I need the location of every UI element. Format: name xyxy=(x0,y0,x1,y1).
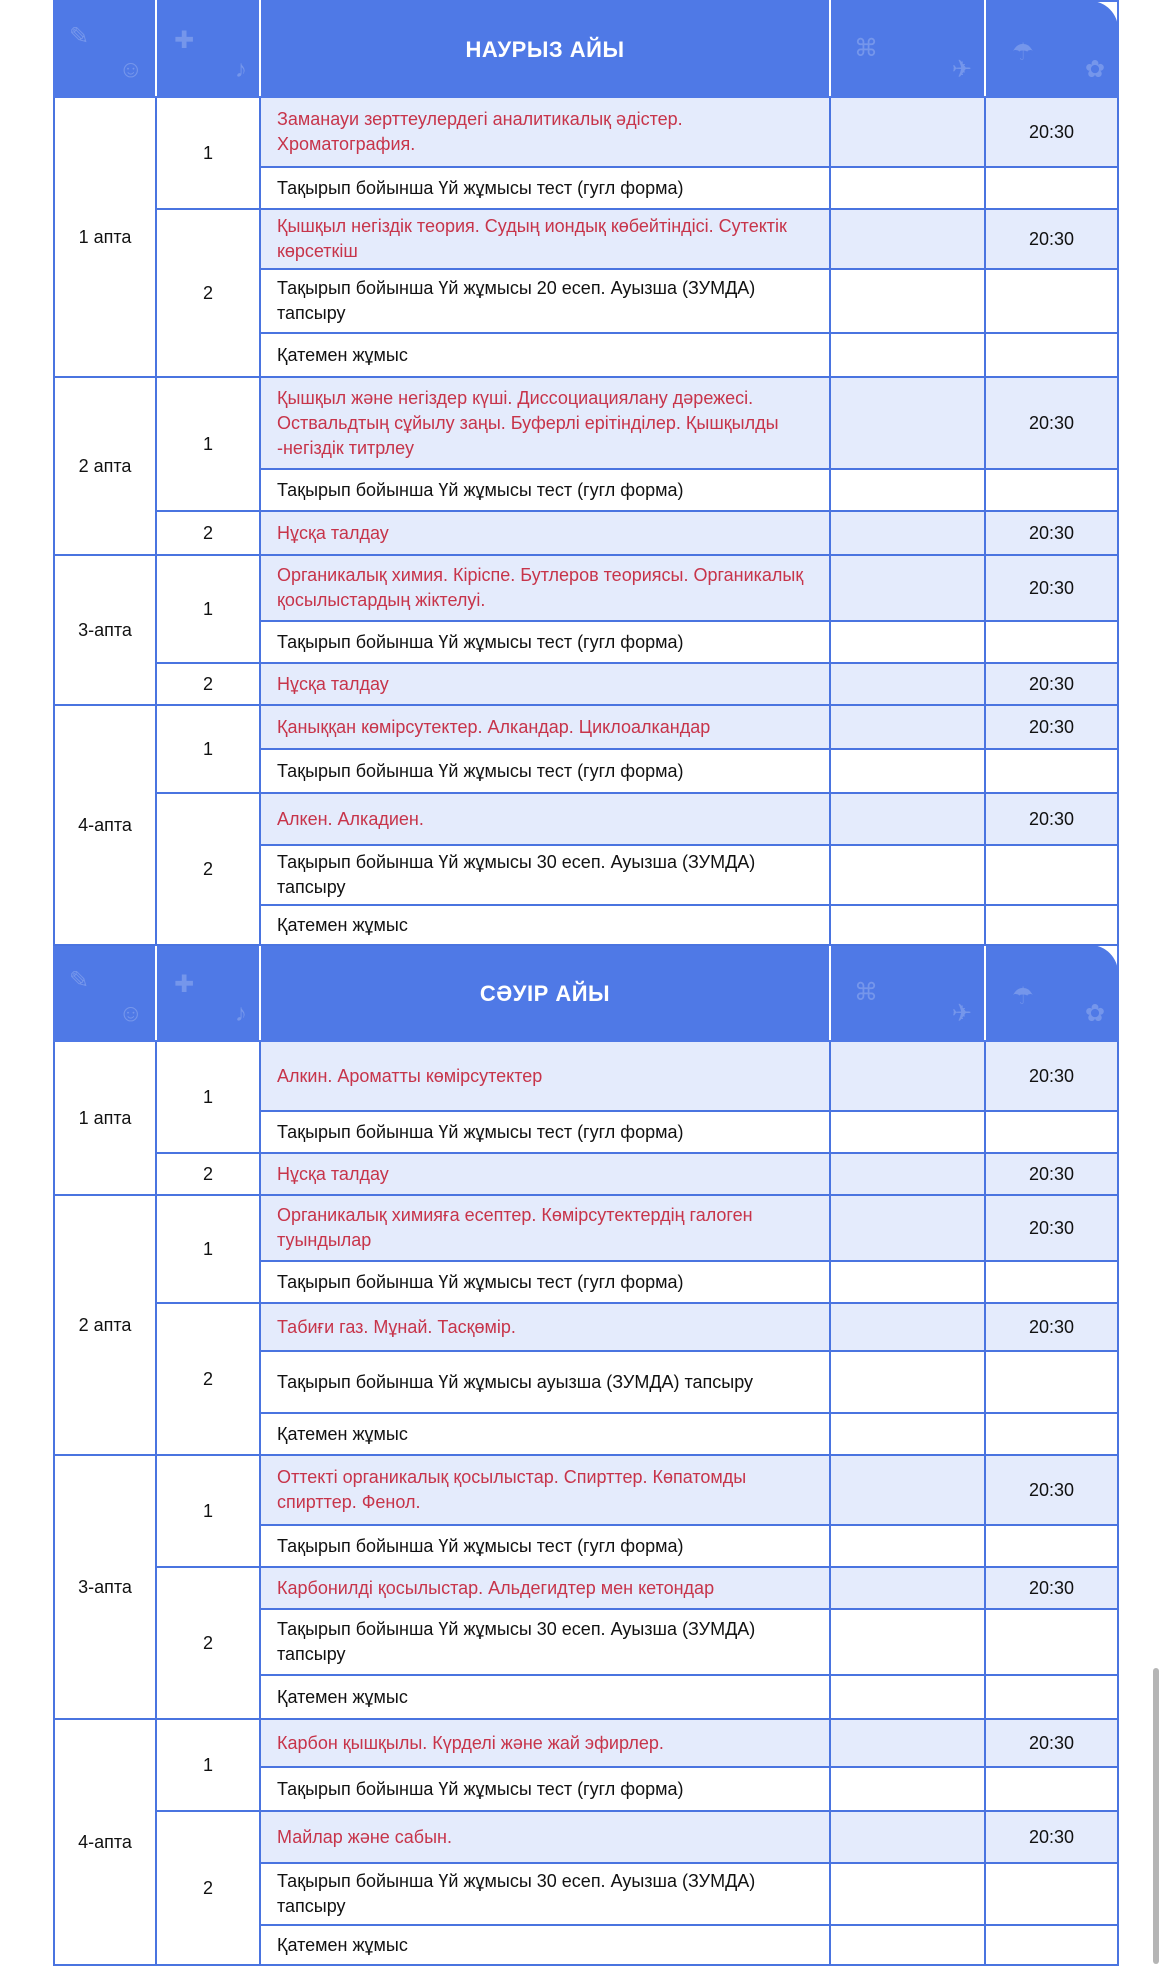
lesson-number: 1 xyxy=(156,377,260,511)
lesson-number: 1 xyxy=(156,555,260,663)
homework-task: Қатемен жұмыс xyxy=(260,1413,830,1455)
homework-task: Қатемен жұмыс xyxy=(260,333,830,377)
lesson-time xyxy=(985,1675,1118,1719)
empty-cell xyxy=(830,1195,985,1261)
doodle-icon: ✈ xyxy=(951,56,972,83)
lesson-time xyxy=(985,167,1118,209)
empty-cell xyxy=(830,1261,985,1303)
lesson-time: 20:30 xyxy=(985,1567,1118,1609)
doodle-icon: ✚ xyxy=(174,27,195,54)
empty-cell xyxy=(830,1609,985,1675)
homework-task: Тақырып бойынша Үй жұмысы тест (гугл форма) xyxy=(260,749,830,793)
header-cell xyxy=(830,945,985,1041)
homework-task: Тақырып бойынша Үй жұмысы 30 есеп. Ауызша (ЗУМДА) тапсыру xyxy=(260,1863,830,1925)
lesson-time xyxy=(985,1609,1118,1675)
march-header-row xyxy=(54,1,1118,97)
lesson-row xyxy=(54,209,1118,269)
lesson-row xyxy=(54,705,1118,749)
empty-cell xyxy=(830,1811,985,1863)
empty-cell xyxy=(830,905,985,945)
lesson-topic: Нұсқа талдау xyxy=(260,1153,830,1195)
empty-cell xyxy=(830,845,985,905)
doodle-icon: ☂ xyxy=(1012,983,1034,1010)
lesson-time: 20:30 xyxy=(985,511,1118,555)
header-cell xyxy=(830,1,985,97)
empty-cell xyxy=(830,377,985,469)
empty-cell xyxy=(830,663,985,705)
week-label: 2 апта xyxy=(54,1195,156,1455)
lesson-row xyxy=(54,97,1118,167)
lesson-topic: Карбон қышқылы. Күрделі және жай эфирлер. xyxy=(260,1719,830,1767)
week-label: 4-апта xyxy=(54,705,156,945)
lesson-row xyxy=(54,555,1118,621)
april-section xyxy=(54,945,1118,1965)
empty-cell xyxy=(830,1925,985,1965)
lesson-row xyxy=(54,1811,1118,1863)
empty-cell xyxy=(830,1719,985,1767)
lesson-time: 20:30 xyxy=(985,1811,1118,1863)
lesson-topic: Табиғи газ. Мұнай. Тасқөмір. xyxy=(260,1303,830,1351)
lesson-number: 1 xyxy=(156,1719,260,1811)
empty-cell xyxy=(830,333,985,377)
lesson-row xyxy=(54,1567,1118,1609)
april-header-row xyxy=(54,945,1118,1041)
doodle-icon: ♪ xyxy=(235,56,247,83)
lesson-number: 2 xyxy=(156,663,260,705)
doodle-icon: ✈ xyxy=(951,1000,972,1027)
week-label: 3-апта xyxy=(54,1455,156,1719)
empty-cell xyxy=(830,749,985,793)
homework-task: Тақырып бойынша Үй жұмысы тест (гугл форма) xyxy=(260,1525,830,1567)
lesson-time xyxy=(985,1351,1118,1413)
empty-cell xyxy=(830,1351,985,1413)
lesson-row xyxy=(54,511,1118,555)
homework-task: Қатемен жұмыс xyxy=(260,1675,830,1719)
empty-cell xyxy=(830,209,985,269)
lesson-topic: Заманауи зерттеулердегі аналитикалық әдістер. Хроматография. xyxy=(260,97,830,167)
scrollbar[interactable] xyxy=(1153,1668,1159,1964)
doodle-icon: ✎ xyxy=(69,23,90,50)
lesson-time: 20:30 xyxy=(985,209,1118,269)
homework-task: Тақырып бойынша Үй жұмысы тест (гугл форма) xyxy=(260,167,830,209)
homework-task: Тақырып бойынша Үй жұмысы 30 есеп. Ауызша (ЗУМДА) тапсыру xyxy=(260,1609,830,1675)
lesson-topic: Алкин. Ароматты көмірсутектер xyxy=(260,1041,830,1111)
lesson-topic: Қышқыл және негіздер күші. Диссоциациялану дәрежесі. Оствальдтың сұйылу заңы. Буферлі ерітінділер. Қышқылды -негіздік титрлеу xyxy=(260,377,830,469)
lesson-time: 20:30 xyxy=(985,1719,1118,1767)
lesson-time xyxy=(985,1413,1118,1455)
header-cell xyxy=(156,1,260,97)
lesson-topic: Нұсқа талдау xyxy=(260,511,830,555)
lesson-number: 2 xyxy=(156,511,260,555)
header-cell xyxy=(54,1,156,97)
empty-cell xyxy=(830,167,985,209)
lesson-row xyxy=(54,793,1118,845)
lesson-topic: Майлар және сабын. xyxy=(260,1811,830,1863)
lesson-row xyxy=(54,1153,1118,1195)
lesson-row xyxy=(54,663,1118,705)
lesson-number: 2 xyxy=(156,209,260,377)
empty-cell xyxy=(830,555,985,621)
homework-task: Қатемен жұмыс xyxy=(260,1925,830,1965)
lesson-topic: Оттекті органикалық қосылыстар. Спирттер. Көпатомды спирттер. Фенол. xyxy=(260,1455,830,1525)
header-cell xyxy=(54,945,156,1041)
lesson-number: 2 xyxy=(156,793,260,945)
lesson-row xyxy=(54,1041,1118,1111)
week-label: 1 апта xyxy=(54,97,156,377)
lesson-time: 20:30 xyxy=(985,1455,1118,1525)
lesson-number: 2 xyxy=(156,1567,260,1719)
empty-cell xyxy=(830,1525,985,1567)
lesson-time: 20:30 xyxy=(985,1041,1118,1111)
month-title: СӘУІР АЙЫ xyxy=(260,945,830,1041)
doodle-icon: ☺ xyxy=(118,1000,143,1027)
lesson-time xyxy=(985,1261,1118,1303)
week-label: 1 апта xyxy=(54,1041,156,1195)
empty-cell xyxy=(830,469,985,511)
doodle-icon: ✿ xyxy=(1084,1000,1105,1027)
header-cell xyxy=(985,945,1118,1041)
homework-task: Тақырып бойынша Үй жұмысы тест (гугл форма) xyxy=(260,1111,830,1153)
lesson-time: 20:30 xyxy=(985,97,1118,167)
lesson-time xyxy=(985,905,1118,945)
lesson-number: 2 xyxy=(156,1303,260,1455)
lesson-time xyxy=(985,1925,1118,1965)
lesson-time: 20:30 xyxy=(985,663,1118,705)
homework-task: Тақырып бойынша Үй жұмысы ауызша (ЗУМДА) тапсыру xyxy=(260,1351,830,1413)
empty-cell xyxy=(830,1767,985,1811)
homework-task: Тақырып бойынша Үй жұмысы тест (гугл форма) xyxy=(260,1261,830,1303)
empty-cell xyxy=(830,705,985,749)
empty-cell xyxy=(830,511,985,555)
lesson-time: 20:30 xyxy=(985,555,1118,621)
empty-cell xyxy=(830,1863,985,1925)
homework-task: Тақырып бойынша Үй жұмысы тест (гугл форма) xyxy=(260,621,830,663)
lesson-time xyxy=(985,469,1118,511)
empty-cell xyxy=(830,1567,985,1609)
doodle-icon: ⌘ xyxy=(854,979,878,1006)
lesson-time xyxy=(985,1767,1118,1811)
empty-cell xyxy=(830,269,985,333)
lesson-time xyxy=(985,1863,1118,1925)
lesson-time: 20:30 xyxy=(985,705,1118,749)
lesson-number: 1 xyxy=(156,1455,260,1567)
lesson-topic: Органикалық химияға есептер. Көмірсутектердің галоген туындылар xyxy=(260,1195,830,1261)
lesson-topic: Карбонилді қосылыстар. Альдегидтер мен кетондар xyxy=(260,1567,830,1609)
lesson-time xyxy=(985,621,1118,663)
lesson-time xyxy=(985,333,1118,377)
lesson-time xyxy=(985,845,1118,905)
doodle-icon: ✚ xyxy=(174,971,195,998)
march-section xyxy=(54,1,1118,945)
lesson-number: 2 xyxy=(156,1811,260,1965)
empty-cell xyxy=(830,1675,985,1719)
empty-cell xyxy=(830,1303,985,1351)
empty-cell xyxy=(830,793,985,845)
schedule-page xyxy=(53,0,1117,1964)
doodle-icon: ☺ xyxy=(118,56,143,83)
doodle-icon: ✿ xyxy=(1084,56,1105,83)
homework-task: Тақырып бойынша Үй жұмысы 30 есеп. Ауызша (ЗУМДА) тапсыру xyxy=(260,845,830,905)
lesson-row xyxy=(54,1455,1118,1525)
homework-task: Тақырып бойынша Үй жұмысы тест (гугл форма) xyxy=(260,469,830,511)
lesson-row xyxy=(54,377,1118,469)
lesson-number: 1 xyxy=(156,1041,260,1153)
schedule-table xyxy=(53,0,1119,1966)
week-label: 4-апта xyxy=(54,1719,156,1965)
empty-cell xyxy=(830,1413,985,1455)
lesson-topic: Қышқыл негіздік теория. Судың иондық көбейтіндісі. Сутектік көрсеткіш xyxy=(260,209,830,269)
lesson-number: 1 xyxy=(156,97,260,209)
homework-task: Тақырып бойынша Үй жұмысы тест (гугл форма) xyxy=(260,1767,830,1811)
empty-cell xyxy=(830,1041,985,1111)
lesson-time: 20:30 xyxy=(985,1303,1118,1351)
month-title: НАУРЫЗ АЙЫ xyxy=(260,1,830,97)
empty-cell xyxy=(830,621,985,663)
lesson-time xyxy=(985,749,1118,793)
week-label: 2 апта xyxy=(54,377,156,555)
empty-cell xyxy=(830,1111,985,1153)
lesson-time xyxy=(985,269,1118,333)
lesson-time xyxy=(985,1111,1118,1153)
header-cell xyxy=(985,1,1118,97)
lesson-number: 1 xyxy=(156,1195,260,1303)
week-label: 3-апта xyxy=(54,555,156,705)
lesson-topic: Органикалық химия. Кіріспе. Бутлеров теориясы. Органикалық қосылыстардың жіктелуі. xyxy=(260,555,830,621)
doodle-icon: ♪ xyxy=(235,1000,247,1027)
lesson-time: 20:30 xyxy=(985,377,1118,469)
empty-cell xyxy=(830,1153,985,1195)
lesson-row xyxy=(54,1303,1118,1351)
header-cell xyxy=(156,945,260,1041)
lesson-number: 2 xyxy=(156,1153,260,1195)
doodle-icon: ☂ xyxy=(1012,39,1034,66)
lesson-topic: Қаныққан көмірсутектер. Алкандар. Циклоалкандар xyxy=(260,705,830,749)
doodle-icon: ⌘ xyxy=(854,35,878,62)
empty-cell xyxy=(830,97,985,167)
lesson-topic: Алкен. Алкадиен. xyxy=(260,793,830,845)
lesson-row xyxy=(54,1719,1118,1767)
lesson-number: 1 xyxy=(156,705,260,793)
lesson-time: 20:30 xyxy=(985,1153,1118,1195)
empty-cell xyxy=(830,1455,985,1525)
doodle-icon: ✎ xyxy=(69,967,90,994)
lesson-time: 20:30 xyxy=(985,1195,1118,1261)
lesson-time: 20:30 xyxy=(985,793,1118,845)
lesson-time xyxy=(985,1525,1118,1567)
homework-task: Қатемен жұмыс xyxy=(260,905,830,945)
lesson-row xyxy=(54,1195,1118,1261)
homework-task: Тақырып бойынша Үй жұмысы 20 есеп. Ауызша (ЗУМДА) тапсыру xyxy=(260,269,830,333)
lesson-topic: Нұсқа талдау xyxy=(260,663,830,705)
